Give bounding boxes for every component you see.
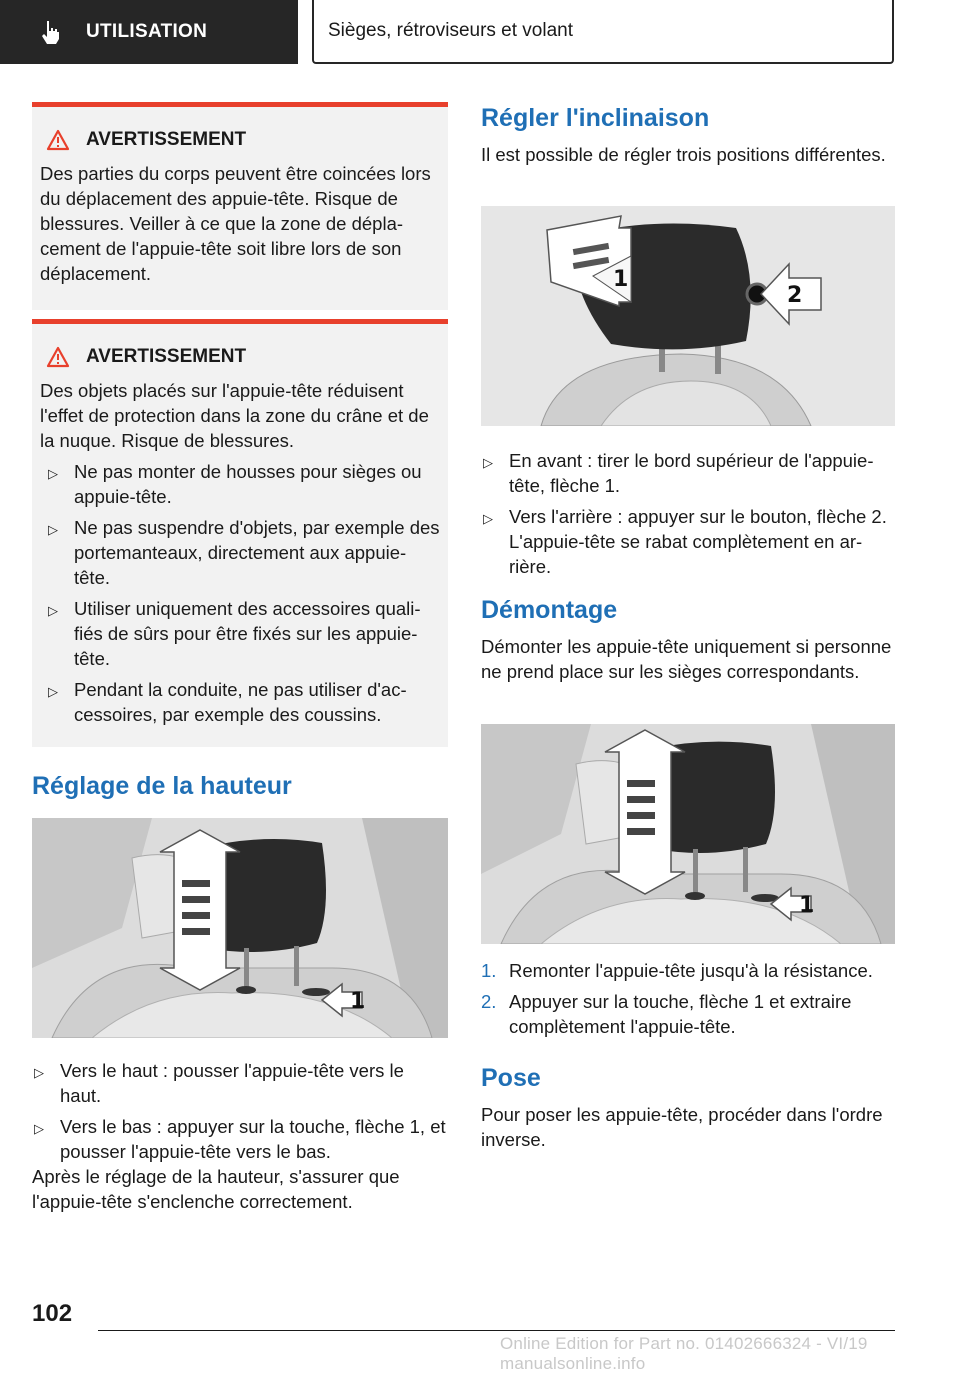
triangle-bullet-icon: ▷: [34, 1121, 44, 1136]
removal-steps: [481, 952, 895, 1039]
list-item: ▷ Ne pas monter de housses pour sièges ou appuie-tête.: [48, 461, 422, 507]
figure-label-2: 2: [787, 283, 803, 308]
pose-text: Pour poser les appuie-tête, procéder dans l'ordre inverse.: [481, 1104, 883, 1150]
footer-divider: [98, 1330, 895, 1331]
headrest-removal-illustration: [481, 724, 895, 944]
warning-box-objects: [32, 319, 448, 747]
list-item: ▷ En avant : tirer le bord supérieur de l'appuie-tête, flèche 1.: [483, 450, 874, 496]
warning-triangle-icon: [46, 129, 70, 151]
triangle-bullet-icon: ▷: [48, 522, 58, 537]
inclinaison-intro: Il est possible de régler trois positions différentes.: [481, 144, 886, 165]
warning-triangle-icon: [46, 346, 70, 368]
step-item: 2. Appuyer sur la touche, flèche 1 et extraire complètement l'appuie-tête.: [481, 991, 852, 1037]
chapter-tab: [0, 0, 298, 64]
heading-hauteur: Réglage de la hauteur: [32, 772, 292, 800]
demontage-intro: Démonter les appuie-tête uniquement si personne ne prend place sur les sièges correspondants.: [481, 636, 892, 682]
warning-title: AVERTISSEMENT: [46, 346, 440, 368]
headrest-tilt-illustration: [481, 206, 895, 426]
heading-demontage: Démontage: [481, 596, 618, 624]
triangle-bullet-icon: ▷: [483, 455, 493, 470]
figure-height-adjust: [32, 818, 448, 1038]
step-item: 1. Remonter l'appuie-tête jusqu'à la résistance.: [481, 960, 873, 981]
page-number: 102: [32, 1300, 73, 1327]
triangle-bullet-icon: ▷: [48, 466, 58, 481]
list-item: ▷ Vers le haut : pousser l'appuie-tête vers le haut.: [34, 1060, 404, 1106]
heading-inclinaison: Régler l'inclinaison: [481, 104, 710, 132]
triangle-bullet-icon: ▷: [483, 511, 493, 526]
section-label: Sièges, rétroviseurs et volant: [328, 20, 574, 41]
chapter-label: UTILISATION: [86, 21, 208, 42]
watermark: Online Edition for Part no. 01402666324 - VI/19 manualsonline.info: [500, 1334, 868, 1373]
warning-box-pinch: [32, 102, 448, 310]
figure-removal: [481, 724, 895, 944]
warning-text: Des objets placés sur l'appuie-tête réduisent l'effet de protection dans la zone du crâne et de la nuque. Risque de blessures.: [40, 380, 429, 451]
warning-title: AVERTISSEMENT: [46, 129, 440, 151]
warning-text: Des parties du corps peuvent être coincées lors du déplacement des appuie-tête. Risque de blessures. Veiller à ce que la zone de déplacement de l'appuie-tête soit libre lors de son déplacement.: [40, 163, 431, 284]
list-item: ▷ Pendant la conduite, ne pas utiliser d'accessoires, par exemple des coussins.: [48, 679, 407, 725]
figure-label: 1: [350, 989, 366, 1014]
hand-pointer-icon: [40, 19, 62, 45]
list-item: ▷ Vers le bas : appuyer sur la touche, flèche 1, et pousser l'appuie-tête vers le bas.: [34, 1116, 446, 1162]
figure-label: 1: [799, 893, 815, 918]
figure-label-1: 1: [613, 267, 629, 292]
list-item: ▷ Utiliser uniquement des accessoires qualifiés de sûrs pour être fixés sur les appuie-tête.: [48, 598, 421, 669]
heading-pose: Pose: [481, 1064, 541, 1092]
triangle-bullet-icon: ▷: [48, 684, 58, 699]
headrest-height-illustration: [32, 818, 448, 1038]
warning-list: [40, 459, 440, 727]
triangle-bullet-icon: ▷: [34, 1065, 44, 1080]
list-item: ▷ Ne pas suspendre d'objets, par exemple des portemanteaux, directement aux appuie-tête.: [48, 517, 440, 588]
triangle-bullet-icon: ▷: [48, 603, 58, 618]
page-header: [0, 0, 960, 66]
section-tab: [312, 0, 894, 64]
height-instructions: [32, 1052, 448, 1164]
height-after-text: Après le réglage de la hauteur, s'assurer que l'appuie-tête s'enclenche correctement.: [32, 1166, 400, 1212]
list-item: ▷ Vers l'arrière : appuyer sur le bouton, flèche 2. L'appuie-tête se rabat complètement en arrière.: [483, 506, 887, 577]
figure-tilt-adjust: [481, 206, 895, 426]
tilt-instructions: [481, 442, 895, 579]
